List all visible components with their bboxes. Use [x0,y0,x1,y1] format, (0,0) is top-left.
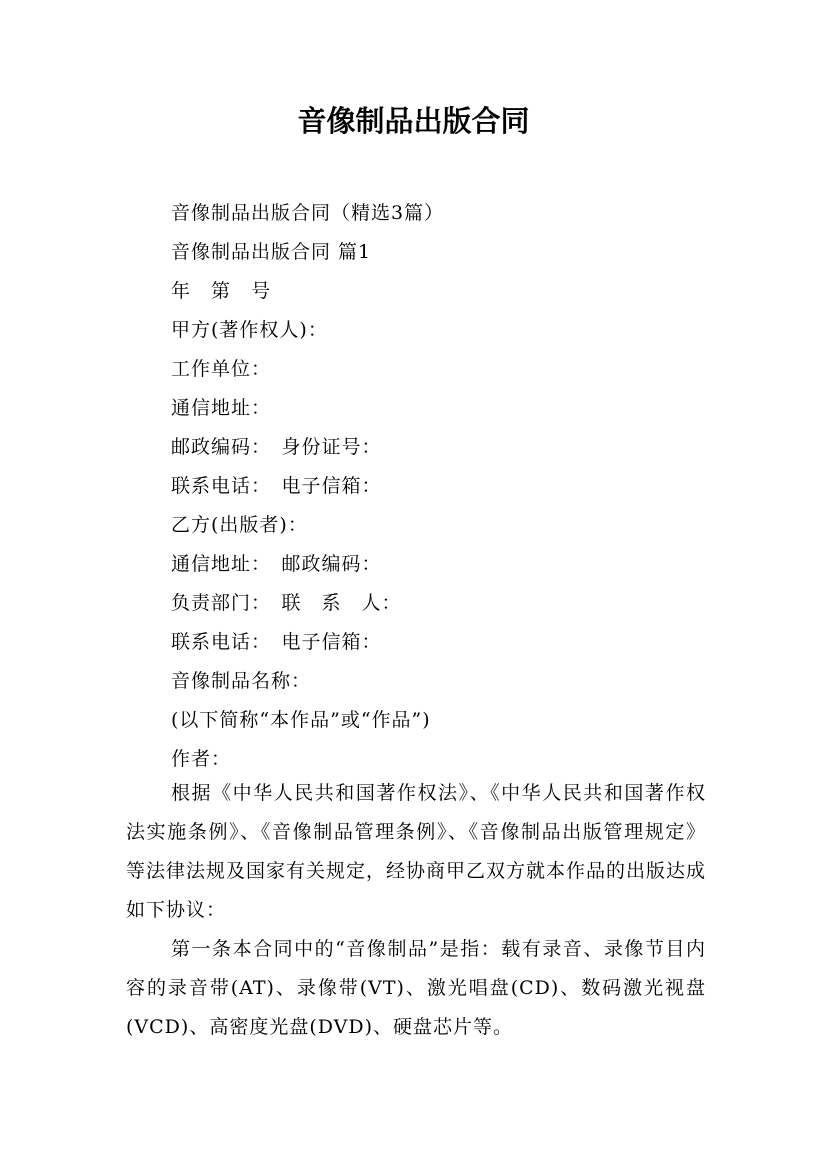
party-b-phone-email-field: 联系电话： 电子信箱： [171,631,382,653]
party-a-address-field: 通信地址： [171,397,272,419]
party-b-department-contact-field: 负责部门： 联 系 人： [171,592,402,614]
subtitle-line: 音像制品出版合同（精选3篇） [171,202,445,224]
article-one-paragraph: 第一条本合同中的“音像制品”是指：载有录音、录像节目内容的录音带(AT)、录像带(VT)、激光唱盘(CD)、数码激光视盘(VCD)、高密度光盘(DVD)、硬盘芯片等。 [126,938,706,1038]
document-title: 音像制品出版合同 [297,104,530,138]
legal-basis-paragraph: 根据《中华人民共和国著作权法》、《中华人民共和国著作权法实施条例》、《音像制品管理条例》、《音像制品出版管理规定》等法律法规及国家有关规定，经协商甲乙双方就本作品的出版达成如下协议： [126,782,707,921]
contract-number-line: 年 第 号 [171,280,272,302]
party-b-label: 乙方(出版者)： [171,514,308,536]
party-b-address-postcode-field: 通信地址： 邮政编码： [171,553,382,575]
contract-header-lines [171,194,711,779]
section-heading-line: 音像制品出版合同 篇1 [171,241,372,263]
product-abbreviation-note: (以下简称“本作品”或“作品”) [171,709,431,731]
party-a-workplace-field: 工作单位： [171,358,272,380]
party-a-postcode-id-field: 邮政编码： 身份证号： [171,436,382,458]
party-a-phone-email-field: 联系电话： 电子信箱： [171,475,382,497]
author-field: 作者： [171,748,232,770]
product-name-field: 音像制品名称： [171,670,312,692]
party-a-label: 甲方(著作权人)： [171,319,328,341]
